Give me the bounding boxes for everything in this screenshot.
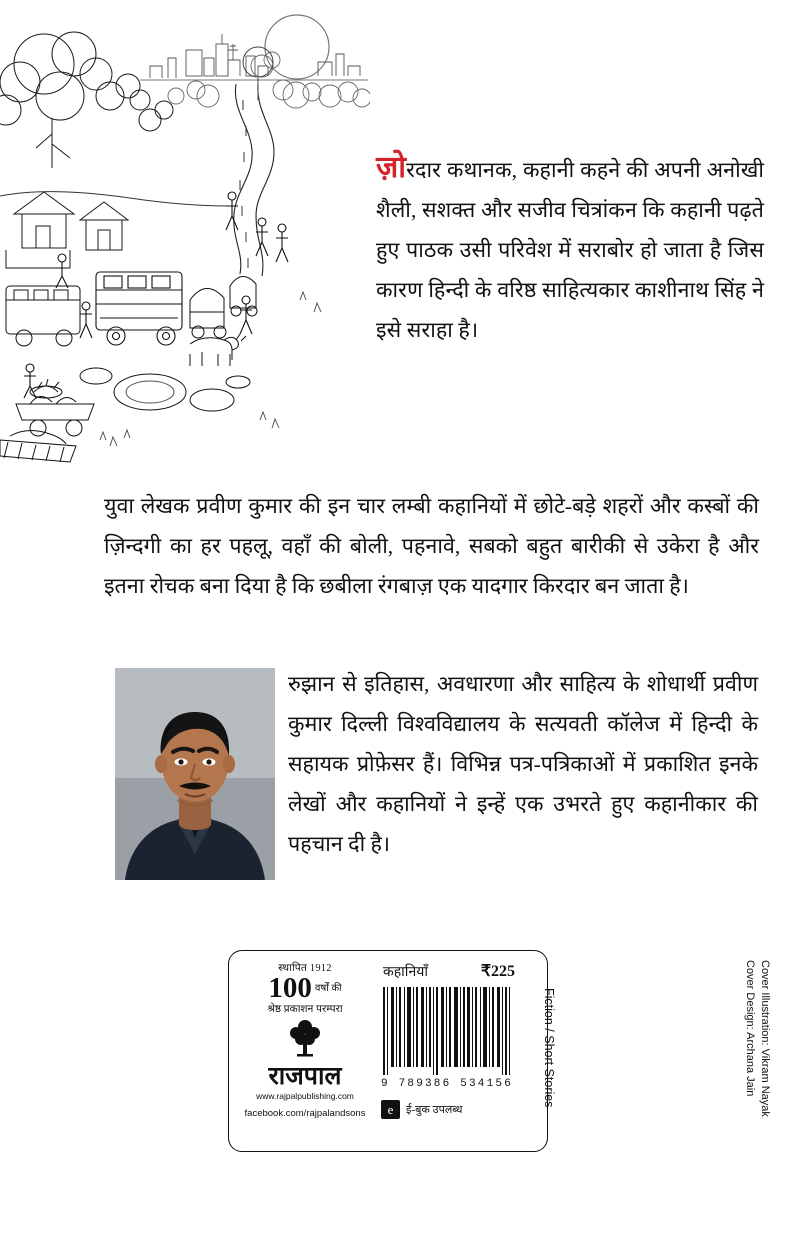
established-label: स्थापित 1912: [278, 963, 332, 974]
author-photo: [115, 668, 275, 880]
publisher-tagline: श्रेष्ठ प्रकाशन परम्परा: [267, 1004, 343, 1015]
ebook-availability: [381, 1100, 521, 1119]
ebook-label: ई-बुक उपलब्ध: [406, 1104, 463, 1116]
isbn-barcode: [381, 985, 513, 1077]
publisher-facebook[interactable]: facebook.com/rajpalandsons: [244, 1108, 366, 1119]
genre-label-hindi: कहानियाँ: [383, 965, 428, 980]
cover-credits: [742, 960, 772, 1117]
blurb-dropcap: ज़ो: [376, 151, 407, 184]
blurb-paragraph: [376, 150, 764, 350]
credit-illustration: Cover Illustration: Vikram Nayak: [759, 960, 771, 1117]
years-word: वर्षों की: [314, 983, 342, 994]
publisher-website[interactable]: www.rajpalpublishing.com: [256, 1091, 354, 1101]
price-label: ₹225: [480, 963, 515, 980]
barcode-block: [381, 959, 521, 1143]
book-description-paragraph: युवा लेखक प्रवीण कुमार की इन चार लम्बी कहानियों में छोटे-बड़े शहरों और कस्बों की ज़िन्दगी का हर पहलू, वहाँ की बोली, पहनावे, सबको बहुत बारीकी से उकेरा है और इतना रोचक बना दिया है कि छबीला रंगबाज़ एक यादगार किरदार बन जाता है।: [104, 494, 759, 598]
author-bio: रुझान से इतिहास, अवधारणा और साहित्य के शोधार्थी प्रवीण कुमार दिल्ली विश्वविद्यालय के सत्यवती कॉलेज में हिन्दी के सहायक प्रोफ़ेसर हैं। विभिन्न पत्र-पत्रिकाओं में प्रकाशित इनके लेखों और कहानियों ने इन्हें एक उभरते हुए कहानीकार की पहचान दी है।: [288, 672, 758, 856]
publisher-logo-block: [235, 957, 375, 1143]
category-vertical-label: Fiction / Short Stories: [542, 988, 556, 1108]
publisher-panel: [228, 950, 548, 1152]
cover-illustration: [0, 0, 370, 480]
ebook-icon: e: [381, 1100, 400, 1119]
credit-design: Cover Design: Archana Jain: [744, 960, 756, 1097]
tree-logo-icon: [235, 1018, 375, 1063]
years-number: 100: [268, 972, 312, 1004]
isbn-number: 9 789386 534156: [381, 1078, 514, 1090]
publisher-name: राजपाल: [268, 1063, 342, 1090]
blurb-text: रदार कथानक, कहानी कहने की अपनी अनोखी शैली, सशक्त और सजीव चित्रांकन कि कहानी पढ़ते हुए पाठक उसी परिवेश में सराबोर हो जाता है जिस कारण हिन्दी के वरिष्ठ साहित्यकार काशीनाथ सिंह ने इसे सराहा है।: [376, 158, 764, 342]
